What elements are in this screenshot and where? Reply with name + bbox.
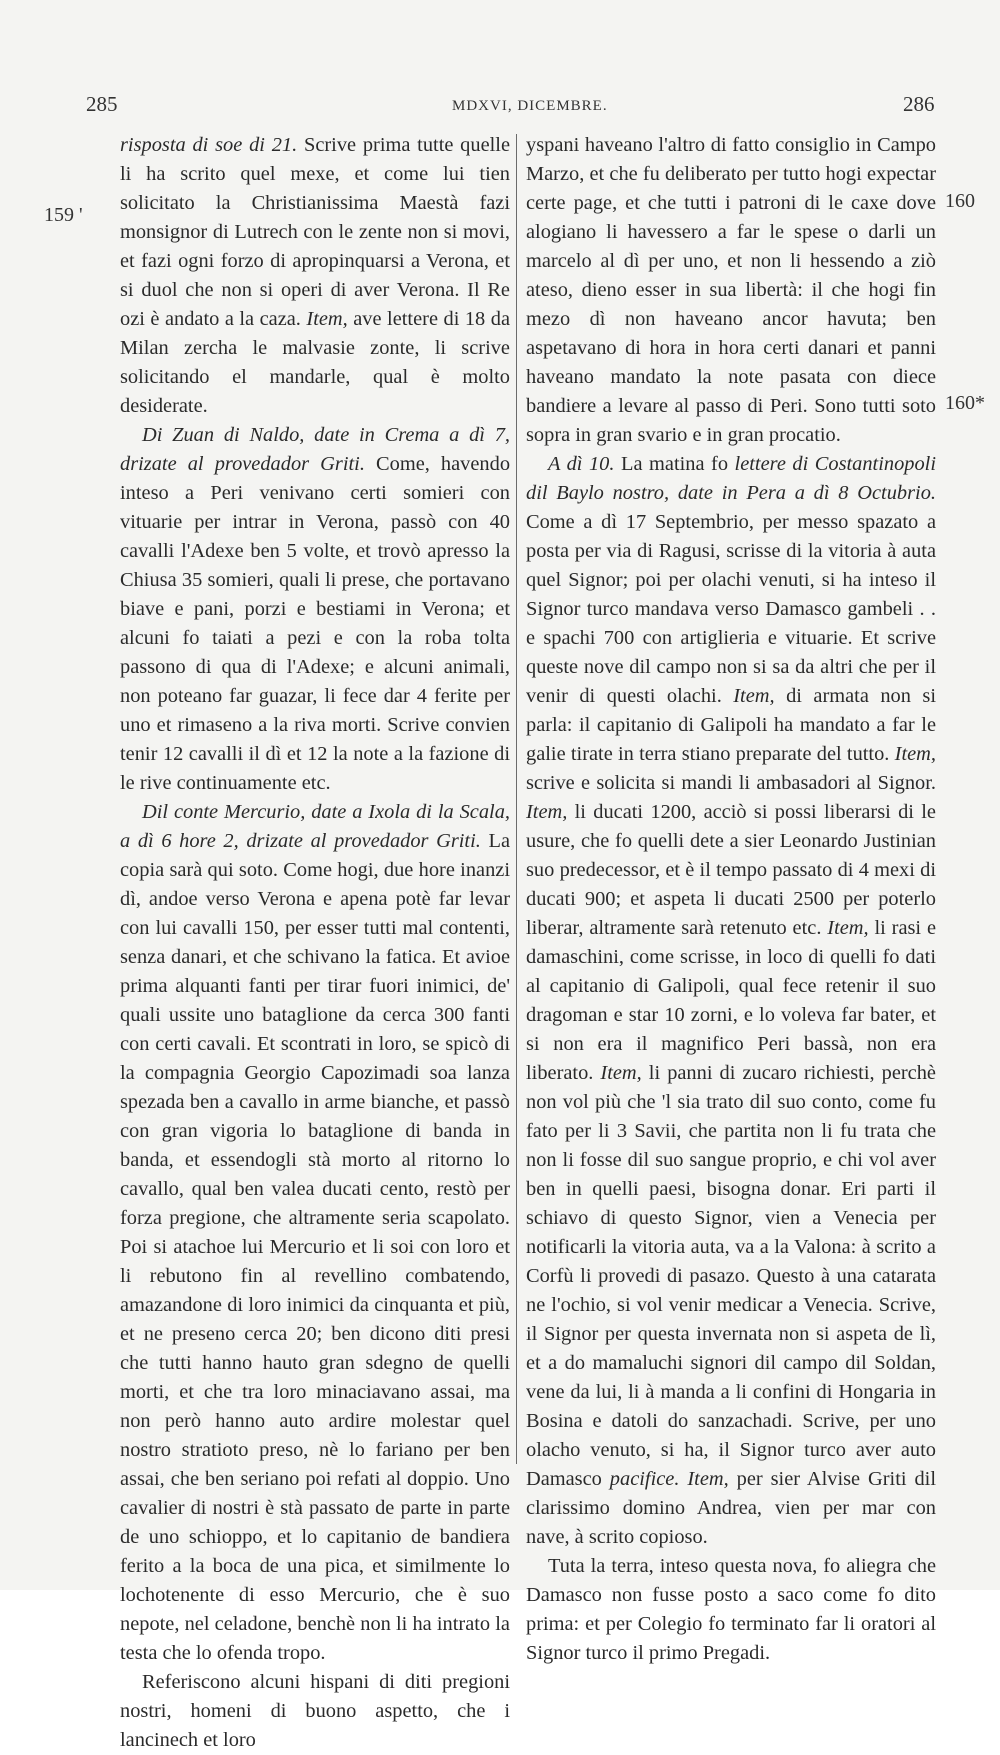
italic-heading: lettere di Costantinopoli dil Baylo nostro, date in Pera a dì 8 Octubrio. <box>526 453 936 504</box>
italic-text: Item, <box>827 917 869 939</box>
text: li rasi e damaschini, come scrisse, in loco di quelli fo dati al capitanio di Galipoli, qual fece retenir il suo dragoman e star 10 zorni, e lo voleva far bater, et si non era il magnifico Peri bassà, non era liberato. <box>526 917 936 1084</box>
text: li ducati 1200, acciò si possi liberarsi di le usure, che fo quelli dete a sier Leonardo Justinian suo predecessor, et è il tempo passato di 4 mexi di ducati 900; et aspeta li ducati 2500 per poterlo liberar, altramente sarà retenuto etc. <box>526 801 936 939</box>
paragraph <box>120 131 510 421</box>
italic-text: Item, <box>894 743 936 765</box>
text: Come a dì 17 Septembrio, per messo spazato a posta per via di Ragusi, scrisse di la vitoria à auta quel Signor; poi per olachi venuti, si ha inteso il Signor turco mandava verso Damasco gambeli . . e spachi 700 con artiglieria e vituarie. Et scrive queste nove dil campo non si sa da altri che per il venir di questi olachi. <box>526 511 936 707</box>
right-column <box>526 131 936 1668</box>
text: Scrive prima tutte quelle li ha scrito quel mexe, et come lui tien solicitato la Christianissima Maestà fazi monsignor di Lutrech con le zente non si movi, et fazi ogni forzo di apropinquarsi a Verona, et si duol che non si operi di aver Verona. Il Re ozi è andato a la caza. <box>120 134 510 330</box>
left-page-number: 285 <box>86 92 118 116</box>
column-divider <box>516 134 517 1464</box>
paragraph <box>120 421 510 798</box>
italic-text: Item, <box>526 801 568 823</box>
text: Come, havendo inteso a Peri venivano certi somieri con vituarie per intrar in Verona, passò con 40 cavalli l'Adexe ben 5 volte, et trovò apresso la Chiusa 35 somieri, quali li prese, che portavano biave e pani, porzi e bestiami in Verona; et alcuni fo taiati a pezi e con la roba tolta passono di qua di l'Adexe; e alcuni animali, non poteano far guazar, li fece dar 4 ferite per uno et rimaseno a la riva morti. Scrive convien tenir 12 cavalli il dì et 12 la note a la fazione di le rive continuamente etc. <box>120 453 511 794</box>
italic-text: Item, <box>687 1468 729 1490</box>
italic-heading: Dil conte Mercurio, date a Ixola di la Scala, a dì 6 hore 2, drizate al provedador Griti. <box>120 801 510 852</box>
text: li panni di zucaro richiesti, perchè non vol più che 'l sia trato dil suo conto, come fu fato per li 3 Savii, che partita non li fu trata che non li fosse dil suo sangue proprio, e chi vol aver ben in quelli paesi, bisogna donar. Eri parti il schiavo di questo Signor, vien a Venecia per notificarli la vitoria auta, va a la Valona: à scrito a Corfù li provedi di pasazo. Questo à una catarata ne l'ochio, si vol venir medicar a Venecia. Scrive, il Signor per questa invernata non si aspeta de lì, et a do mamaluchi signori dil campo dil Soldan, vene da lui, li à manda a li confini di Hongaria in Bosina e datoli do sanzachadi. Scrive, per uno olacho venuto, si ha, il Signor turco aver auto Damasco <box>526 1062 936 1490</box>
margin-note-160-star: 160* <box>945 392 985 414</box>
page-header <box>0 92 1000 122</box>
paragraph: Tuta la terra, inteso questa nova, fo aliegra che Damasco non fusse posto a saco come fo dito prima: et per Colegio fo terminato far li oratori al Signor turco il primo Pregadi. <box>526 1555 936 1664</box>
text: di armata non si parla: il capitanio di Galipoli ha mandato a far le galie tirate in terra stiano preparate del tutto. <box>526 685 936 765</box>
left-column <box>120 131 510 1755</box>
margin-note-160: 160 <box>945 190 975 212</box>
italic-text: risposta di soe di 21. <box>120 134 298 156</box>
right-page-number: 286 <box>903 92 935 116</box>
text: La copia sarà qui soto. Come hogi, due hore inanzi dì, andoe verso Verona e apena potè far levar con lui cavalli 150, per esser tutti mal contenti, senza danari, et che schivano la fatica. Et avioe prima alquanti fanti per tirar fuori inimici, de' quali ussite uno bataglione da cerca 300 fanti con certi cavali. Et scontrati in loro, se spicò di la compagnia Georgio Capozimadi soa lanza spezada ben a cavallo in arme bianche, et passò con gran vigoria lo bataglione di banda in banda, et essendogli stà morto al ritorno lo cavallo, qual ben valea ducati cento, restò per forza pregione, che altramente seria scapolato. Poi si atachoe lui Mercurio et li soi con loro et li rebutono fin al revellino combatendo, amazandone di loro inimici da cinquanta et più, et ne preseno cerca 20; ben dicono diti presi che tutti hanno hauto gran sdegno de quelli morti, et che tra loro minaciavano assai, ma non però hanno auto ardire molestar quel nostro stratioto preso, nè lo fariano per ben assai, che ben seriano poi refati al doppio. Uno cavalier di nostri è stà passato de parte in parte de uno schioppo, et lo capitanio de bandiera ferito a la boca de una pica, et similmente lo lochotenente di esso Mercurio, che è suo nepote, nel celadone, benchè non li ha intrato la testa che lo ofenda tropo. <box>120 830 510 1664</box>
paragraph <box>120 798 510 1668</box>
italic-text: Item, <box>733 685 775 707</box>
italic-heading: Di Zuan di Naldo, date in Crema a dì 7, drizate al provedador Griti. <box>120 424 510 475</box>
italic-text: pacifice. <box>609 1468 680 1490</box>
text: ave lettere di 18 da Milan zercha le malvasie zonte, li scrive solicitando el mandarle, qual è molto desiderate. <box>120 308 510 417</box>
running-title: MDXVI, DICEMBRE. <box>452 98 608 114</box>
italic-text: Item, <box>306 308 348 330</box>
italic-date: A dì 10. <box>548 453 615 475</box>
text: scrive e solicita si mandi li ambasadori al Signor. <box>526 772 936 794</box>
italic-text: Item, <box>600 1062 642 1084</box>
paragraph: yspani haveano l'altro di fatto consiglio in Campo Marzo, et che fu deliberato per tutto hogi expectar certe page, et che tutti i patroni di le caxe dove alogiano li havessero a far le spese o darli un marcelo al dì per uno, et non li hessendo a ziò ateso, dieno esser in sua libertà: il che hogi fin mezo dì non haveano ancor havuta; ben aspetavano di hora in hora certi danari et panni haveano mandato la note pasata con diece bandiere a levare al passo di Peri. Sono tutti soto sopra in gran svario e in gran procatio. <box>526 134 936 446</box>
paragraph <box>526 450 936 1552</box>
text: La matina fo <box>614 453 735 475</box>
text: per sier Alvise Griti dil clarissimo domino Andrea, vien per mar con nave, à scrito copioso. <box>526 1468 936 1548</box>
margin-note-159: 159 ' <box>44 204 83 226</box>
paragraph: Referiscono alcuni hispani di diti pregioni nostri, homeni di buono aspetto, che i lancinech et loro <box>120 1671 510 1751</box>
